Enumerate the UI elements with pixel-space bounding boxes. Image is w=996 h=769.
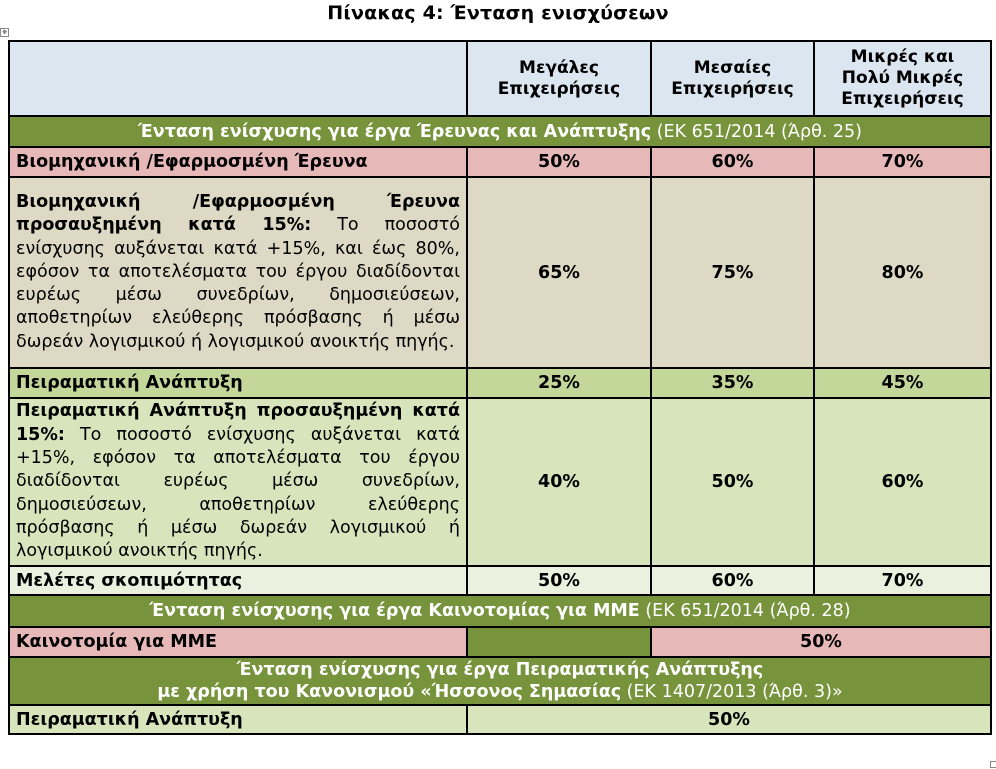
row-label: Πειραματική Ανάπτυξη xyxy=(9,368,467,398)
value-large: 25% xyxy=(467,368,651,398)
value-medium: 60% xyxy=(651,147,814,177)
table-resize-handle-icon[interactable] xyxy=(990,761,996,768)
table-row xyxy=(9,177,991,368)
section-deminimis-title: Ένταση ενίσχυσης για έργα Πειραματικής Ανάπτυξης με χρήση του Κανονισμού «Ήσσονος Σημασίας (ΕΚ 1407/2013 (Άρθ. 3)» xyxy=(9,657,991,705)
aid-intensity-table xyxy=(8,40,992,735)
value-medium: 50% xyxy=(651,398,814,566)
section-innovation-title: Ένταση ενίσχυσης για έργα Καινοτομίας για ΜΜΕ (ΕΚ 651/2014 (Άρθ. 28) xyxy=(9,595,991,627)
value-small: 70% xyxy=(814,566,991,595)
table-row xyxy=(9,368,991,398)
section-rd-title: Ένταση ενίσχυσης για έργα Έρευνας και Ανάπτυξης (ΕΚ 651/2014 (Άρθ. 25) xyxy=(9,116,991,147)
value-large: 50% xyxy=(467,147,651,177)
header-empty-cell xyxy=(9,41,467,116)
value-large-empty xyxy=(467,627,651,657)
page-title: Πίνακας 4: Ένταση ενισχύσεων xyxy=(327,2,669,24)
value-small: 60% xyxy=(814,398,991,566)
row-label: Πειραματική Ανάπτυξη xyxy=(9,705,467,734)
row-label: Καινοτομία για ΜΜΕ xyxy=(9,627,467,657)
header-medium-enterprises: Μεσαίες Επιχειρήσεις xyxy=(651,41,814,116)
table-move-handle-icon[interactable]: ✥ xyxy=(1,29,8,36)
section-rd-header-row xyxy=(9,116,991,147)
value-medium: 35% xyxy=(651,368,814,398)
section-deminimis-header-row xyxy=(9,657,991,705)
value-small: 45% xyxy=(814,368,991,398)
value-large: 65% xyxy=(467,177,651,368)
row-label: Πειραματική Ανάπτυξη προσαυξημένη κατά 15%: Το ποσοστό ενίσχυσης αυξάνεται κατά +15%, εφόσον τα αποτελέσματα του έργου διαδίδονται ευρέως μέσω συνεδρίων, δημοσιεύσεων, αποθετηρίων ελεύθερης πρόσβασης ή μέσω δωρεάν λογισμικού ή λογισμικού ανοικτής πηγής. xyxy=(9,398,467,566)
table-row xyxy=(9,705,991,734)
table-header-row xyxy=(9,41,991,116)
value-small: 70% xyxy=(814,147,991,177)
value-large: 40% xyxy=(467,398,651,566)
value-medium: 75% xyxy=(651,177,814,368)
value-large: 50% xyxy=(467,566,651,595)
table-row xyxy=(9,398,991,566)
value-medium: 60% xyxy=(651,566,814,595)
row-label: Μελέτες σκοπιμότητας xyxy=(9,566,467,595)
value-all: 50% xyxy=(467,705,991,734)
table-row xyxy=(9,147,991,177)
section-innovation-header-row xyxy=(9,595,991,627)
value-sme: 50% xyxy=(651,627,991,657)
table-row xyxy=(9,627,991,657)
table-row xyxy=(9,566,991,595)
row-label: Βιομηχανική /Εφαρμοσμένη Έρευνα xyxy=(9,147,467,177)
header-large-enterprises: Μεγάλες Επιχειρήσεις xyxy=(467,41,651,116)
value-small: 80% xyxy=(814,177,991,368)
row-label: Βιομηχανική /Εφαρμοσμένη Έρευνα προσαυξημένη κατά 15%: Το ποσοστό ενίσχυσης αυξάνεται κατά +15%, και έως 80%, εφόσον τα αποτελέσματα του έργου διαδίδονται ευρέως μέσω συνεδρίων, δημοσιεύσεων, αποθετηρίων ελεύθερης πρόσβασης ή μέσω δωρεάν λογισμικού ή λογισμικού ανοικτής πηγής. xyxy=(9,177,467,368)
header-small-enterprises: Μικρές και Πολύ Μικρές Επιχειρήσεις xyxy=(814,41,991,116)
